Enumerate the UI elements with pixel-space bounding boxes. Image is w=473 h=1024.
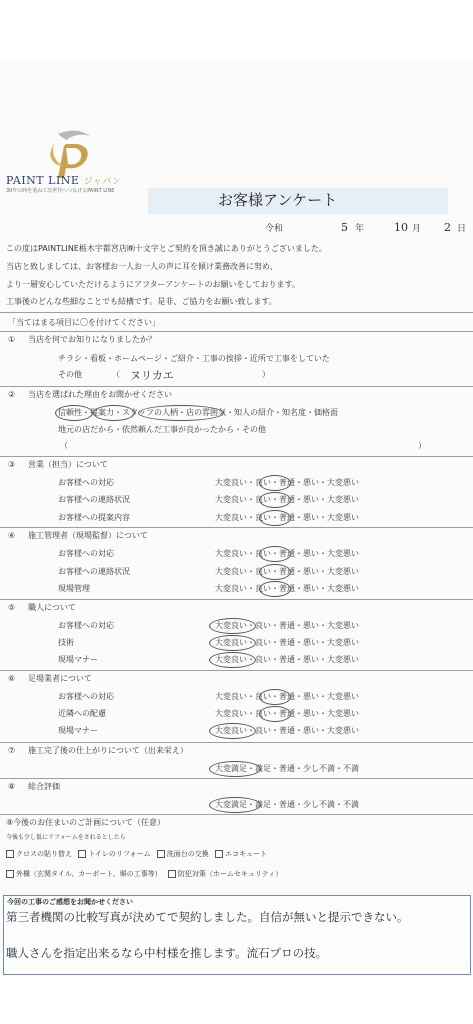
- page-title: お客様アンケート: [218, 191, 338, 209]
- q1-title: 当店を何でお知りになりましたか？: [28, 335, 156, 344]
- q1-other-value: ヌリカエ: [130, 369, 174, 382]
- q5-item-3: 現場マナー: [58, 655, 98, 664]
- intro-line-3: より一層安心していただけるようにアフターアンケートのお願いをしております。: [6, 280, 300, 289]
- rating-scale: 大変良い・良い・普通・悪い・大変悪い: [215, 638, 359, 647]
- date-day-unit: 日: [457, 224, 467, 234]
- divider: [0, 386, 473, 387]
- logo-brand: [6, 174, 121, 187]
- comment-title: 今回の工事のご感想をお聞かせください: [7, 898, 133, 906]
- q5-item-1: お客様への対応: [58, 621, 114, 630]
- divider: [0, 778, 473, 779]
- q2-opt-staff: スタッフの人柄: [122, 408, 178, 417]
- checkbox: [157, 850, 165, 858]
- logo-tagline: 30年の時を重ねて次世代へつなげるPAINT LINE: [6, 188, 115, 194]
- q6-item-2: 近隣への配慮: [58, 709, 106, 718]
- q9-option-row-1: クロスの貼り替え トイレのリフォーム 洗面台の交換 エコキュート: [6, 850, 267, 859]
- q1-other-open: （: [112, 370, 120, 379]
- q1-other-close: ）: [262, 370, 270, 379]
- q2-title: 当店を選ばれた理由をお聞かせください: [28, 390, 172, 399]
- instruction: 「当てはまる項目に〇を付けてください」: [8, 318, 160, 327]
- rating-scale: 大変良い・良い・普通・悪い・大変悪い: [215, 584, 359, 593]
- divider: [0, 742, 473, 743]
- q6-item-1: お客様への対応: [58, 692, 114, 701]
- rating-scale: 大変良い・良い・普通・悪い・大変悪い: [215, 549, 359, 558]
- divider: [0, 312, 473, 313]
- q4-title: 施工管理者（現場監督）について: [28, 531, 148, 540]
- q6-item-3: 現場マナー: [58, 726, 98, 735]
- date-year: 5: [341, 221, 348, 234]
- intro-line-1: この度はPAINTLINE栃木宇都宮店㈱十文字とご契約を頂き誠にありがとうございました。: [6, 244, 327, 253]
- q4-item-3: 現場管理: [58, 584, 90, 593]
- rating-scale: 大変良い・良い・普通・悪い・大変悪い: [215, 495, 359, 504]
- q2-line1: 信頼性・提案力・スタッフの人柄・店の雰囲気・知人の紹介・知名度・価格面: [58, 408, 338, 417]
- q3-title: 営業（担当）について: [28, 460, 108, 469]
- date-month: 10: [394, 221, 408, 234]
- q3-item-3: お客様への提案内容: [58, 513, 130, 522]
- rating-scale: 大変良い・良い・普通・悪い・大変悪い: [215, 478, 359, 487]
- q2-opt-proposal: 提案力: [90, 408, 114, 417]
- q6-title: 足場業者について: [28, 674, 92, 683]
- logo-brand-jp: ジャパン: [83, 177, 122, 187]
- q4-item-1: お客様への対応: [58, 549, 114, 558]
- divider: [0, 599, 473, 600]
- date-day: 2: [444, 221, 451, 234]
- rating-scale: 大変良い・良い・普通・悪い・大変悪い: [215, 692, 359, 701]
- divider: [0, 456, 473, 457]
- q9-option-row-2: 外構（玄関タイル、カーポート、塀の工事等） 防犯対策（ホームセキュリティ）: [6, 870, 282, 879]
- divider: [0, 331, 473, 332]
- comment-box: [3, 895, 471, 975]
- q9-subtitle: 今後も少し仮にリフォームをされるとしたら: [6, 834, 126, 841]
- rating-scale: 大変良い・良い・普通・悪い・大変悪い: [215, 709, 359, 718]
- q3-item-2: お客様への連絡状況: [58, 495, 130, 504]
- rating-scale: 大変良い・良い・普通・悪い・大変悪い: [215, 513, 359, 522]
- q3-item-1: お客様への対応: [58, 478, 114, 487]
- q3-number: ③: [8, 460, 16, 469]
- q6-number: ⑥: [8, 674, 16, 683]
- q5-number: ⑤: [8, 603, 16, 612]
- q7-title: 施工完了後の仕上がりについて（出来栄え）: [28, 746, 188, 755]
- divider: [0, 527, 473, 528]
- satisfaction-scale: 大変満足・満足・普通・少し不満・不満: [215, 764, 359, 773]
- q2-line2: 地元の店だから・依然頼んだ工事が良かったから・その他: [58, 425, 266, 434]
- q2-paren-close: ）: [418, 441, 426, 450]
- divider: [0, 670, 473, 671]
- intro-line-4: 工事後のどんな些細なことでも結構です。是非、ご協力をお願い致します。: [6, 297, 277, 306]
- comment-line-2: 職人さんを指定出来るなら中村様を推します。流石プロの技。: [6, 946, 328, 960]
- q2-opt-rest: ・店の雰囲気・知人の紹介・知名度・価格面: [178, 408, 338, 417]
- q5-item-2: 技術: [58, 638, 74, 647]
- satisfaction-scale: 大変満足・満足・普通・少し不満・不満: [215, 800, 359, 809]
- checkbox: [78, 850, 86, 858]
- q2-opt-reliability: 信頼性: [58, 408, 82, 417]
- intro-line-2: 当店と致しましては、お客様お一人お一人の声に耳を傾け業務改善に努め、: [6, 262, 278, 271]
- divider: [0, 814, 473, 815]
- q4-item-2: お客様への連絡状況: [58, 567, 130, 576]
- q8-title: 総合評価: [28, 782, 60, 791]
- rating-scale: 大変良い・良い・普通・悪い・大変悪い: [215, 726, 359, 735]
- rating-scale: 大変良い・良い・普通・悪い・大変悪い: [215, 621, 359, 630]
- logo-brand-text: PAINT LINE: [6, 174, 80, 187]
- rating-scale: 大変良い・良い・普通・悪い・大変悪い: [215, 567, 359, 576]
- q5-title: 職人について: [28, 603, 76, 612]
- survey-sheet: [0, 62, 473, 967]
- checkbox: [215, 850, 223, 858]
- checkbox: [168, 870, 176, 878]
- date-month-unit: 月: [412, 224, 422, 234]
- comment-line-1: 第三者機関の比較写真が決めてで契約しました。自信が無いと提示できない。: [6, 910, 409, 924]
- date-year-unit: 年: [355, 224, 365, 234]
- q2-paren-open: （: [60, 441, 68, 450]
- date-era: 令和: [265, 224, 284, 234]
- paint-line-logo: [6, 122, 134, 192]
- q1-options: チラシ・看板・ホームページ・ご紹介・工事の挨拶・近所で工事をしていた: [58, 354, 330, 363]
- checkbox: [6, 850, 14, 858]
- q7-number: ⑦: [8, 746, 16, 755]
- q2-number: ②: [8, 390, 16, 399]
- q9-title: ⑨今後のお住まいのご計画について（任意）: [6, 818, 166, 827]
- q8-number: ⑧: [8, 782, 16, 791]
- rating-scale: 大変良い・良い・普通・悪い・大変悪い: [215, 655, 359, 664]
- q4-number: ④: [8, 531, 16, 540]
- q1-number: ①: [8, 335, 16, 344]
- date-row: [265, 221, 470, 235]
- checkbox: [6, 870, 14, 878]
- q1-other-label: その他: [58, 370, 82, 379]
